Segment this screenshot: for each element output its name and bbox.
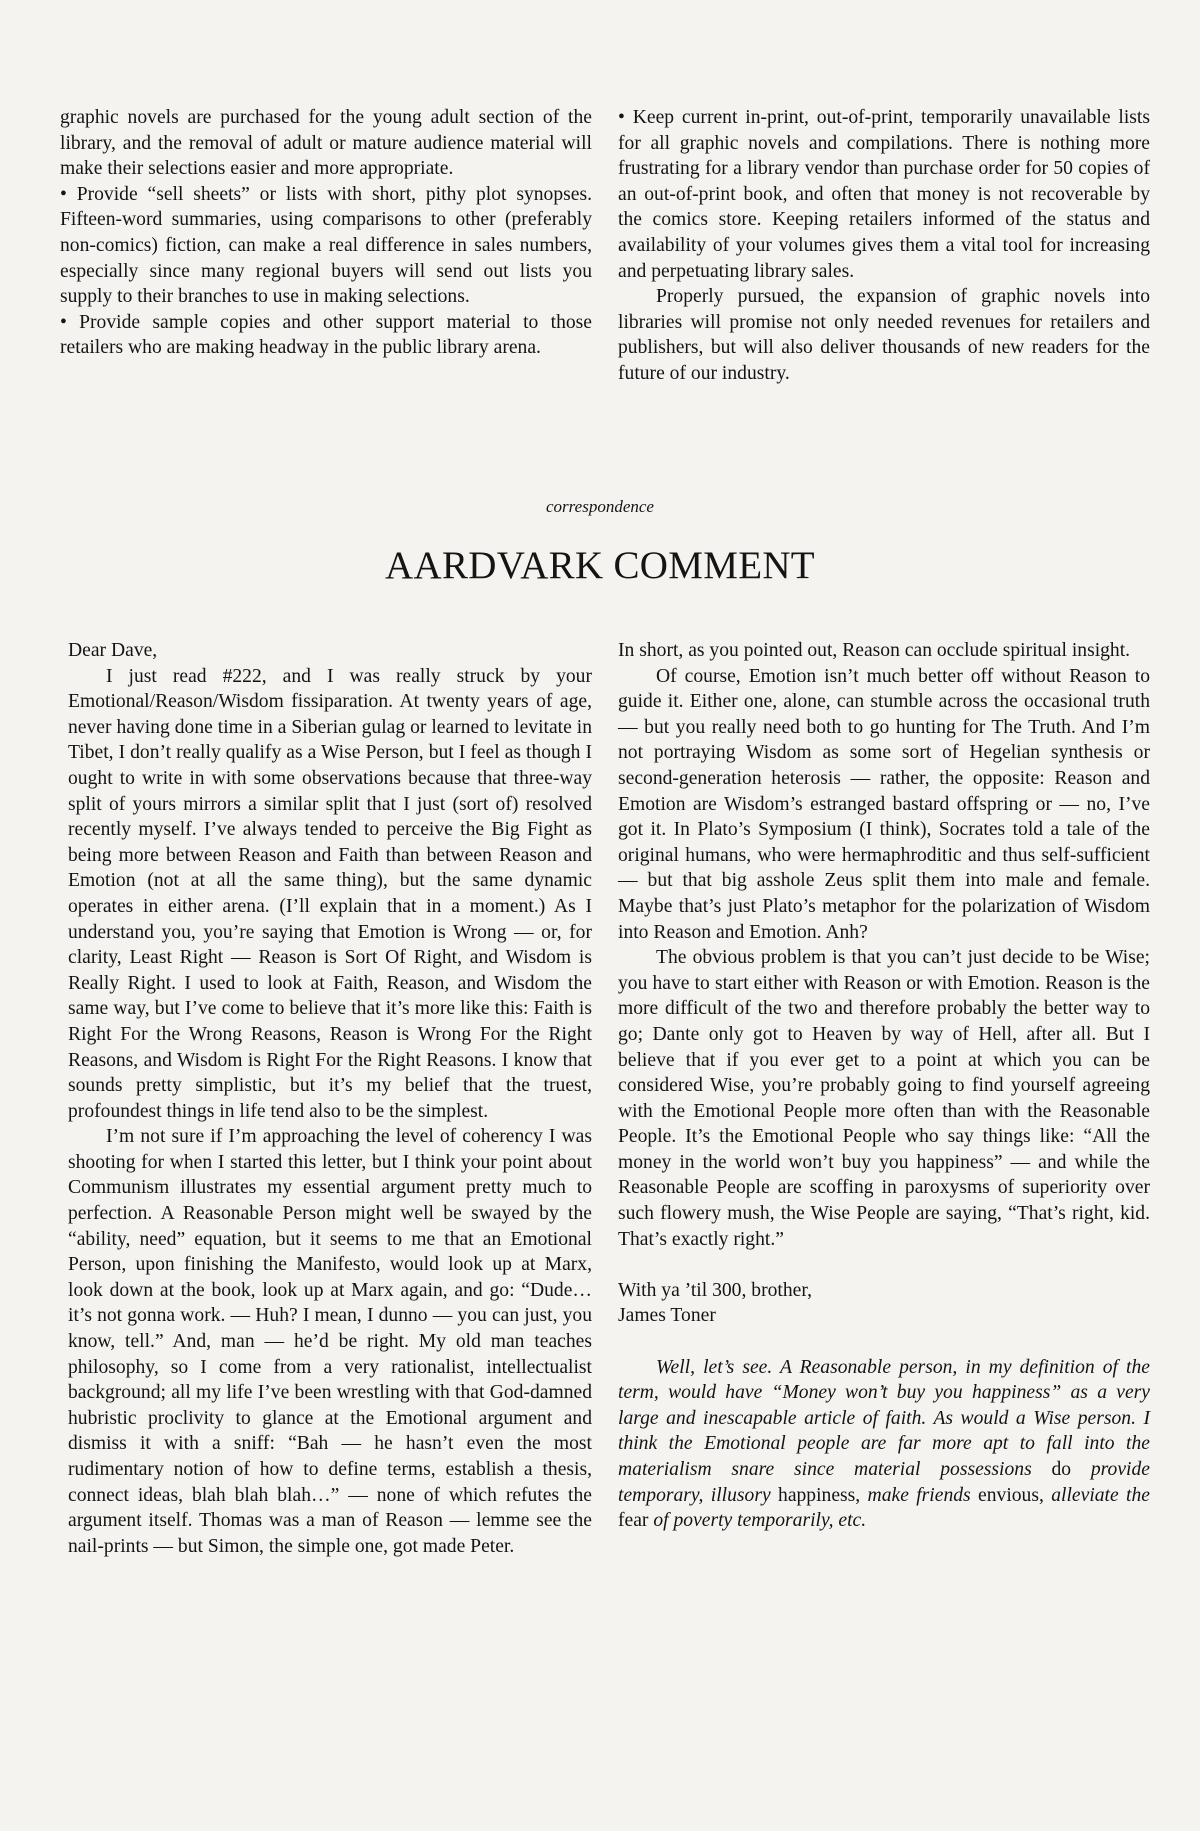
reply-text: make friends [860,1484,979,1506]
reply-text: of poverty temporarily, etc. [648,1510,867,1532]
bullet-sell-sheets: • Provide “sell sheets” or lists with short, pithy plot synopses. Fifteen-word summaries, using comparisons to other (preferably non-comics) fiction, can make a real difference in sales numbers, especially since many regional buyers will send out lists you supply to their branches to use in making selections. [60,183,592,308]
reply-text-roman: envious, [978,1484,1044,1506]
letter-closing: With ya ’til 300, brother, [618,1279,812,1301]
letter-paragraph: Of course, Emotion isn’t much better off without Reason to guide it. Either one, alone, can stumble across the occasional truth — but you really need both to go hunting for The Truth. And I’m not portraying Wisdom as some sort of Hegelian synthesis or second-generation heterosis — rather, the opposite: Reason and Emotion are Wisdom’s estranged bastard offspring or — no, I’ve got it. In Plato’s Symposium (I think), Socrates told a tale of the original humans, who were hermaphroditic and thus self-sufficient — but that big asshole Zeus split them into male and female. Maybe that’s just Plato’s metaphor for the polarization of Wisdom into Reason and Emotion. Anh? [618,665,1150,943]
article-continuation-left [60,105,592,361]
reply-text-roman: fear [618,1510,649,1532]
letter-column-right [618,638,1150,1534]
letter-paragraph: In short, as you pointed out, Reason can occlude spiritual insight. [618,640,1131,661]
article-paragraph: graphic novels are purchased for the young adult section of the library, and the removal of adult or mature audience material will make their selections easier and more appropriate. [60,107,592,180]
section-kicker: correspondence [546,497,654,516]
letter-salutation: Dear Dave, [68,640,158,661]
letter-column-left [68,638,592,1559]
reply-text-roman: happiness, [778,1484,861,1506]
article-continuation-right [618,105,1150,387]
editor-reply [618,1355,1150,1534]
reply-text: provide temporary, illusory [618,1459,1150,1506]
letter-signature: James Toner [618,1305,716,1327]
article-conclusion: Properly pursued, the expansion of graphic novels into libraries will promise not only needed revenues for retailers and publishers, but will also deliver thousands of new readers for the future of our industry. [618,286,1150,384]
reply-text: Well, let’s see. A Reasonable person, in my definition of the term, would have “Money won’t buy you happiness” as a very large and inescapable article of faith. As would a Wise person. I think the Emotional people are far more apt to fall into the materialism snare since material possessions [618,1356,1150,1480]
bullet-keep-lists: • Keep current in-print, out-of-print, temporarily unavailable lists for all graphic novels and compilations. There is nothing more frustrating for a library vendor than purchase order for 50 copies of an out-of-print book, and often that money is not recoverable by the comics store. Keeping retailers informed of the status and availability of your volumes gives them a vital tool for increasing and perpetuating library sales. [618,107,1150,282]
reply-text-roman: do [1051,1459,1072,1480]
bullet-sample-copies: • Provide sample copies and other support material to those retailers who are making headway in the public library arena. [60,311,592,359]
letter-paragraph: I’m not sure if I’m approaching the level of coherency I was shooting for when I started this letter, but I think your point about Communism illustrates my essential argument pretty much to perfection. A Reasonable Person might well be swayed by the “ability, need” equation, but it seems to me that an Emotional Person, upon finishing the Manifesto, would look up at Marx, look down at the book, look up at Marx again, and go: “Dude…it’s not gonna work. — Huh? I mean, I dunno — you can just, you know, tell.” And, man — he’d be right. My old man teaches philosophy, so I come from a very rationalist, intellectualist background; all my life I’ve been wrestling with that God-damned hubristic proclivity to glance at the Emotional argument and dismiss it with a sniff: “Bah — he hasn’t even the most rudimentary notion of how to define terms, establish a thesis, connect ideas, blah blah blah…” — none of which refutes the argument itself. Thomas was a man of Reason — lemme see the nail-prints — but Simon, the simple one, got made Peter. [68,1126,592,1557]
reply-text: alleviate the [1043,1484,1150,1506]
letter-paragraph: The obvious problem is that you can’t just decide to be Wise; you have to start either with Reason or with Emotion. Reason is the more difficult of the two and therefore probably the better way to go; Dante only got to Heaven by way of Hell, after all. But I believe that if you ever get to a point at which you can be considered Wise, you’re probably going to find yourself agreeing with the Emotional People more often than with the Reasonable People. It’s the Emotional People who say things like: “All the money in the world won’t buy you happiness” — and while the Reasonable People are scoffing in paroxysms of superiority over such flowery mush, the Wise People are saying, “That’s right, kid. That’s exactly right.” [618,947,1150,1250]
section-headline: AARDVARK COMMENT [385,544,815,587]
letter-paragraph: I just read #222, and I was really struck by your Emotional/Reason/Wisdom fissiparation. At twenty years of age, never having done time in a Siberian gulag or learned to levitate in Tibet, I don’t really qualify as a Wise Person, but I feel as though I ought to write in with some observations because that three-way split of yours mirrors a similar split that I just (sort of) resolved recently myself. I’ve always tended to perceive the Big Fight as being more between Reason and Faith than between Reason and Emotion (not at all the same thing), but the same dynamic operates in either arena. (I’ll explain that in a moment.) As I understand you, you’re saying that Emotion is Wrong — or, for clarity, Least Right — Reason is Sort Of Right, and Wisdom is Really Right. I used to look at Faith, Reason, and Wisdom the same way, but I’ve come to believe that it’s more like this: Faith is Right For the Wrong Reasons, Reason is Wrong For the Right Reasons, and Wisdom is Right For the Right Reasons. I know that sounds pretty simplistic, but it’s my belief that the truest, profoundest things in life tend also to be the simplest. [68,665,592,1122]
